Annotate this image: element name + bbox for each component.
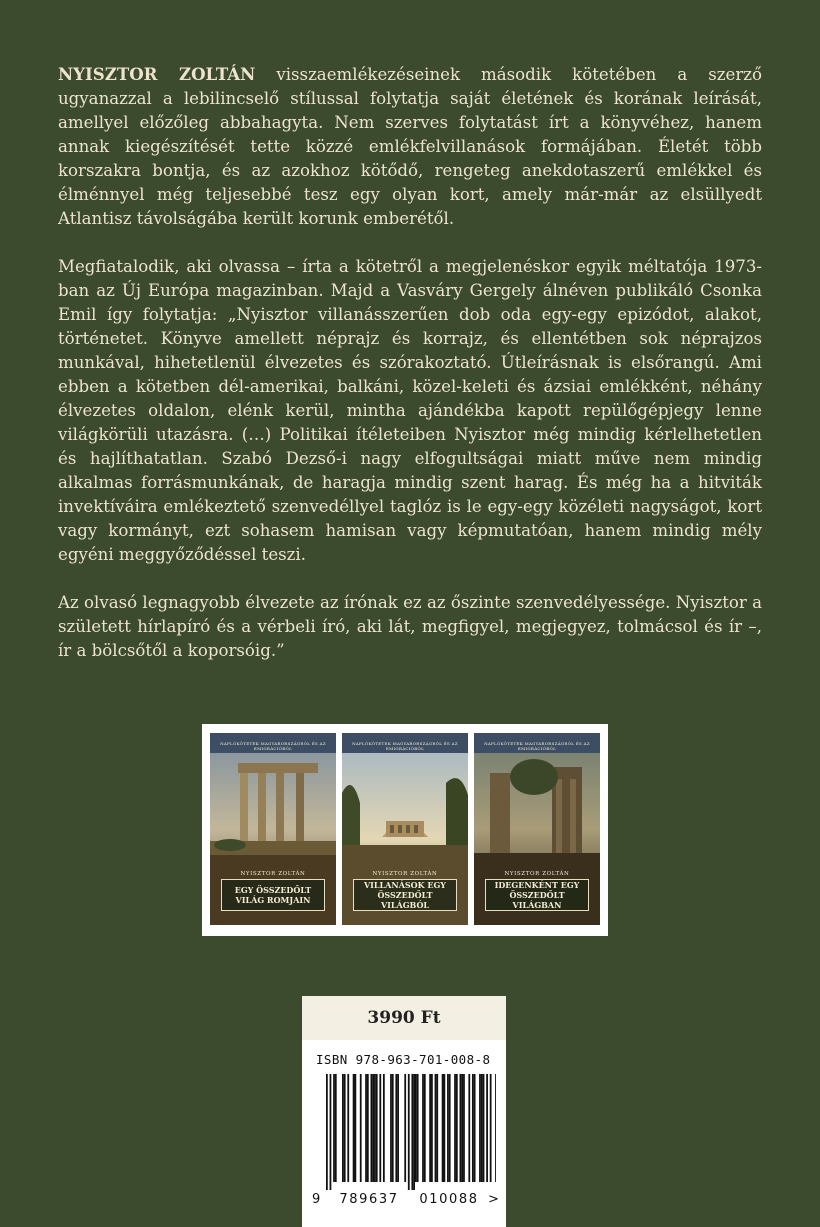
barcode-bar xyxy=(460,1074,462,1182)
barcode-bar xyxy=(490,1074,492,1182)
barcode-bar xyxy=(379,1074,381,1182)
barcode-bar xyxy=(435,1074,437,1182)
barcode-bar xyxy=(472,1074,474,1182)
barcode-bar xyxy=(395,1074,397,1182)
barcode-panel xyxy=(302,1040,506,1227)
barcode-bar xyxy=(367,1074,369,1182)
barcode-bar xyxy=(365,1074,367,1182)
barcode-bar xyxy=(353,1074,355,1182)
series-covers-panel xyxy=(202,724,608,936)
barcode-bar xyxy=(372,1074,374,1182)
barcode-bar xyxy=(486,1074,488,1182)
barcode-bar xyxy=(411,1074,413,1190)
blurb-paragraph-2: Megfiatalodik, aki olvassa – írta a kötetről a megjelenéskor egyik méltatója 1973-ban az Új Európa magazinban. Majd a Vasváry Gergely álnéven publikáló Csonka Emil így folytatja: „Nyisztor villanásszerűen dob oda egy-egy epizódot, alakot, történetet. Könyve amellett néprajz és korrajz, és ellentétben sok néprajzos munkával, hihetetlenül élvezetes és szórakoztató. Útleírásnak is elsőrangú. Ami ebben a kötetben dél-amerikai, balkáni, közel-keleti és ázsiai emlékként, néhány élvezetes oldalon, elénk kerül, mintha ajándékba kapott repülőgépjegy lenne világkörüli utazásra. (…) Politikai ítéleteiben Nyisztor még mindig kérlelhetetlen és hajlíthatatlan. Szabó Dezső-i nagy elfogultságai miatt műve nem mindig alkalmas forrásmunkának, de haragja mindig szent harag. És még ha a hitviták invektíváira emlékeztető szenvedéllyel taglóz is le egy-egy közéleti nagyságot, kort vagy kormányt, ezt sohasem hamisan vagy képmutatóan, hanem mindig mély egyéni meggyőződéssel teszi. xyxy=(58,257,762,564)
barcode-bar xyxy=(344,1074,346,1182)
book-1-series-line: NAPLÓKÖTETEK MAGYARORSZÁGRÓL ÉS AZ EMIGRÁCIÓBÓL xyxy=(220,741,326,751)
barcode-bar xyxy=(326,1074,328,1190)
barcode-left-digits: 789637 xyxy=(339,1192,399,1207)
barcode-bars xyxy=(312,1074,496,1190)
barcode-bar xyxy=(415,1074,417,1182)
barcode-bar xyxy=(479,1074,481,1182)
blurb-paragraph-1-text: visszaemlékezéseinek második kötetében a szerző ugyanazzal a lebilincselő stílussal folytatja saját életének és korának leírását, amellyel előzőleg abbahagyta. Nem szerves folytatást írt a könyvéhez, hanem annak kiegészítését tette közzé emlékfelvillanások formájában. Életét több korszakra bontja, és az azokhoz kötődő, rengeteg anekdotaszerű emlékkel és élménnyel még teljesebbé tesz egy olyan kort, amely már-már az elsüllyedt Atlantisz távolságába került korunk emberétől. xyxy=(58,65,762,228)
barcode-bar xyxy=(429,1074,431,1182)
barcode-bar xyxy=(474,1074,476,1182)
barcode-bar xyxy=(447,1074,449,1182)
book-2-author: NYISZTOR ZOLTÁN xyxy=(372,871,438,877)
blurb-paragraph-1 xyxy=(58,62,762,231)
barcode-bar xyxy=(408,1074,410,1190)
barcode-bar xyxy=(483,1074,485,1182)
barcode-bar xyxy=(495,1074,496,1182)
barcode-bar xyxy=(449,1074,451,1182)
back-cover-blurb xyxy=(58,62,762,687)
book-cover-1 xyxy=(210,733,336,925)
book-3-series-line: NAPLÓKÖTETEK MAGYARORSZÁGRÓL ÉS AZ EMIGRÁCIÓBÓL xyxy=(484,741,590,751)
barcode-bar xyxy=(417,1074,419,1182)
price-label: 3990 Ft xyxy=(302,996,506,1040)
barcode-bar xyxy=(404,1074,406,1182)
barcode-bar xyxy=(468,1074,470,1182)
barcode-bar xyxy=(360,1074,362,1182)
barcode-bar xyxy=(431,1074,433,1182)
barcode-bar xyxy=(347,1074,349,1182)
barcode-bar xyxy=(392,1074,394,1182)
barcode-bar xyxy=(354,1074,356,1182)
book-1-author: NYISZTOR ZOLTÁN xyxy=(240,871,306,877)
barcode-bar xyxy=(330,1074,332,1190)
barcode-bar xyxy=(383,1074,385,1182)
barcode-bar xyxy=(454,1074,456,1182)
barcode-bar xyxy=(443,1074,445,1182)
book-2-title: VILLANÁSOK EGY ÖSSZEDŐLT VILÁGBÓL xyxy=(353,879,457,911)
isbn-label: ISBN 978-963-701-008-8 xyxy=(316,1052,491,1067)
blurb-paragraph-3: Az olvasó legnagyobb élvezete az írónak ez az őszinte szenvedélyessége. Nyisztor a született hírlapíró és a vérbeli író, aki lát, megfigyel, megjegyez, tolmácsol és ír –, ír a bölcsőtől a koporsóig.” xyxy=(58,593,762,660)
book-cover-2 xyxy=(342,733,468,925)
barcode-bar xyxy=(413,1074,415,1190)
barcode-bar xyxy=(463,1074,465,1182)
barcode-bar xyxy=(371,1074,373,1182)
blurb-author-name: NYISZTOR ZOLTÁN xyxy=(58,64,256,84)
barcode-bar xyxy=(436,1074,438,1182)
barcode-bar xyxy=(442,1074,444,1182)
barcode-bar xyxy=(342,1074,344,1182)
barcode-bar xyxy=(390,1074,392,1182)
barcode-right-digits: 010088 xyxy=(419,1192,479,1207)
barcode-bar xyxy=(333,1074,335,1182)
barcode-bar xyxy=(461,1074,463,1182)
barcode-bar xyxy=(481,1074,483,1182)
barcode-bar xyxy=(397,1074,399,1182)
barcode-bar xyxy=(422,1074,424,1182)
book-2-series-line: NAPLÓKÖTETEK MAGYARORSZÁGRÓL ÉS AZ EMIGRÁCIÓBÓL xyxy=(352,741,458,751)
barcode-bar xyxy=(374,1074,376,1182)
barcode-bar xyxy=(376,1074,378,1182)
book-3-author: NYISZTOR ZOLTÁN xyxy=(504,871,570,877)
barcode-first-digit: 9 xyxy=(312,1192,321,1207)
barcode-bar xyxy=(424,1074,426,1182)
barcode-quiet-zone-arrow: > xyxy=(488,1192,499,1207)
barcode-bar xyxy=(335,1074,337,1182)
book-cover-3 xyxy=(474,733,600,925)
book-1-title: EGY ÖSSZEDŐLT VILÁG ROMJAIN xyxy=(221,879,325,911)
barcode-bar xyxy=(456,1074,458,1182)
book-3-title: IDEGENKÉNT EGY ÖSSZEDŐLT VILÁGBAN xyxy=(485,879,589,911)
